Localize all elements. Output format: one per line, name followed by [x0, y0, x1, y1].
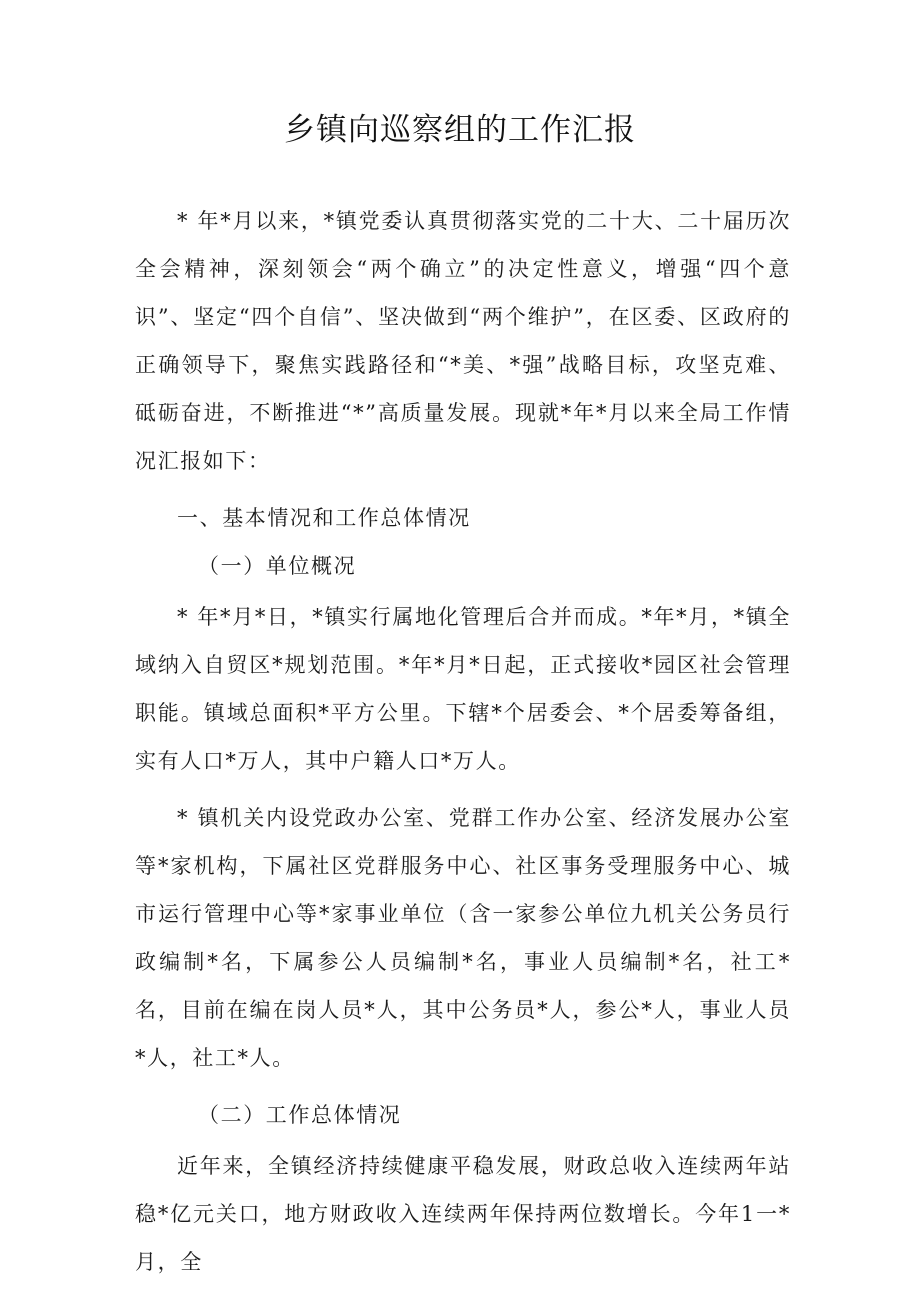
subsection-heading-2: （二）工作总体情况	[198, 1103, 402, 1127]
subsection-heading-1: （一）单位概况	[198, 554, 357, 578]
unit-overview-paragraph: * 年*月*日，*镇实行属地化管理后合并而成。*年*月，*镇全域纳入自贸区*规划范围。*年*月*日起，正式接收*园区社会管理职能。镇域总面积*平方公里。下辖*个居委会、*个居委筹备组，实有人口*万人，其中户籍人口*万人。	[135, 605, 791, 773]
organization-paragraph: * 镇机关内设党政办公室、党群工作办公室、经济发展办公室等*家机构，下属社区党群服务中心、社区事务受理服务中心、城市运行管理中心等*家事业单位（含一家参公单位九机关公务员行政编制*名，下属参公人员编制*名，事业人员编制*名，社工*名，目前在编在岗人员*人，其中公务员*人，参公*人，事业人员*人，社工*人。	[135, 806, 791, 1070]
intro-paragraph: * 年*月以来，*镇党委认真贯彻落实党的二十大、二十届历次全会精神，深刻领会“两个确立”的决定性意义，增强“四个意识”、坚定“四个自信”、坚决做到“两个维护”，在区委、区政府的正确领导下，聚焦实践路径和“*美、*强”战略目标，攻坚克难、砥砺奋进，不断推进“*”高质量发展。现就*年*月以来全局工作情况汇报如下：	[135, 209, 791, 473]
document-title: 乡镇向巡察组的工作汇报	[284, 112, 636, 148]
document-body	[135, 197, 791, 1295]
section-heading-1: 一、基本情况和工作总体情况	[177, 506, 471, 530]
overall-work-paragraph: 近年来，全镇经济持续健康平稳发展，财政总收入连续两年站稳*亿元关口，地方财政收入连续两年保持两位数增长。今年1一*月，全	[135, 1154, 791, 1274]
